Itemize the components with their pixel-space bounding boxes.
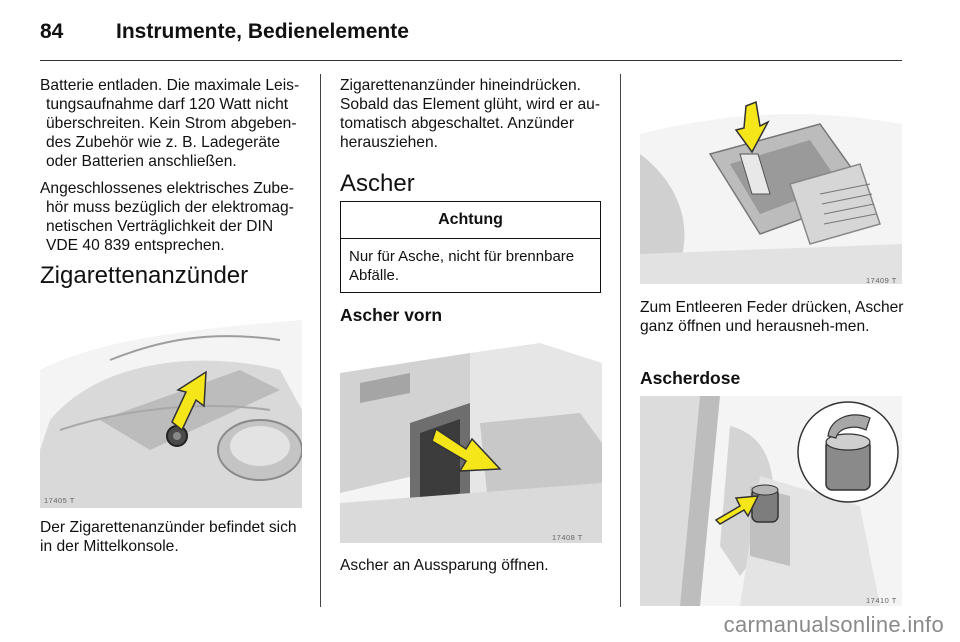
figure-id-17409: 17409 T (866, 276, 897, 285)
warning-callout (340, 201, 601, 293)
figure-id-17405: 17405 T (44, 496, 75, 505)
figure-front-ashtray (340, 333, 602, 543)
page-title: Instrumente, Bedienelemente (116, 20, 409, 43)
ash-can-illustration (640, 396, 902, 606)
figure-id-17408: 17408 T (552, 533, 583, 542)
ashtray-empty-illustration (640, 74, 902, 284)
ashtray-empty-caption: Zum Entleeren Feder drücken, Ascher ganz öffnen und herausneh-men. (640, 299, 904, 335)
front-ashtray-illustration (340, 333, 602, 543)
emc-paragraph-rest: hör muss bezüglich der elektromag-netischen Verträglichkeit der DIN VDE 40 839 entsprechen. (46, 199, 294, 254)
column-divider-2 (620, 74, 621, 607)
lighter-caption: Der Zigarettenanzünder befindet sich in der Mittelkonsole. (40, 519, 297, 555)
figure-id-17410: 17410 T (866, 596, 897, 605)
heading-ascher: Ascher (340, 170, 415, 197)
front-ashtray-caption: Ascher an Aussparung öffnen. (340, 557, 549, 574)
heading-ascherdose: Ascherdose (640, 368, 741, 388)
figure-ashtray-empty (640, 74, 902, 284)
battery-paragraph-line1: Batterie entladen. Die maximale Leis- (40, 77, 300, 94)
column-1 (40, 76, 308, 263)
watermark: carmanualsonline.info (723, 612, 944, 637)
callout-title: Achtung (341, 202, 600, 239)
emc-paragraph-line1: Angeschlossenes elektrisches Zube- (40, 180, 294, 197)
heading-zigarettenanzuender: Zigarettenanzünder (40, 262, 249, 289)
heading-ascher-vorn: Ascher vorn (340, 305, 443, 325)
callout-body: Nur für Asche, nicht für brennbare Abfälle. (349, 248, 575, 284)
page-header (40, 10, 920, 50)
lighter-instructions: Zigarettenanzünder hineindrücken. Sobald das Element glüht, wird er au-tomatisch abgeschaltet. Anzünder herausziehen. (340, 77, 601, 151)
emc-paragraph (40, 179, 308, 255)
battery-paragraph (40, 76, 308, 171)
page-number: 84 (40, 20, 64, 43)
figure-ash-can (640, 396, 902, 606)
cigarette-lighter-illustration (40, 300, 302, 508)
column-divider-1 (320, 74, 321, 607)
battery-paragraph-rest: tungsaufnahme darf 120 Watt nicht überschreiten. Kein Strom abgeben-des Zubehör wie z. B. Ladegeräte oder Batterien anschließen. (46, 96, 297, 170)
figure-cigarette-lighter (40, 300, 302, 508)
header-rule (40, 60, 902, 61)
